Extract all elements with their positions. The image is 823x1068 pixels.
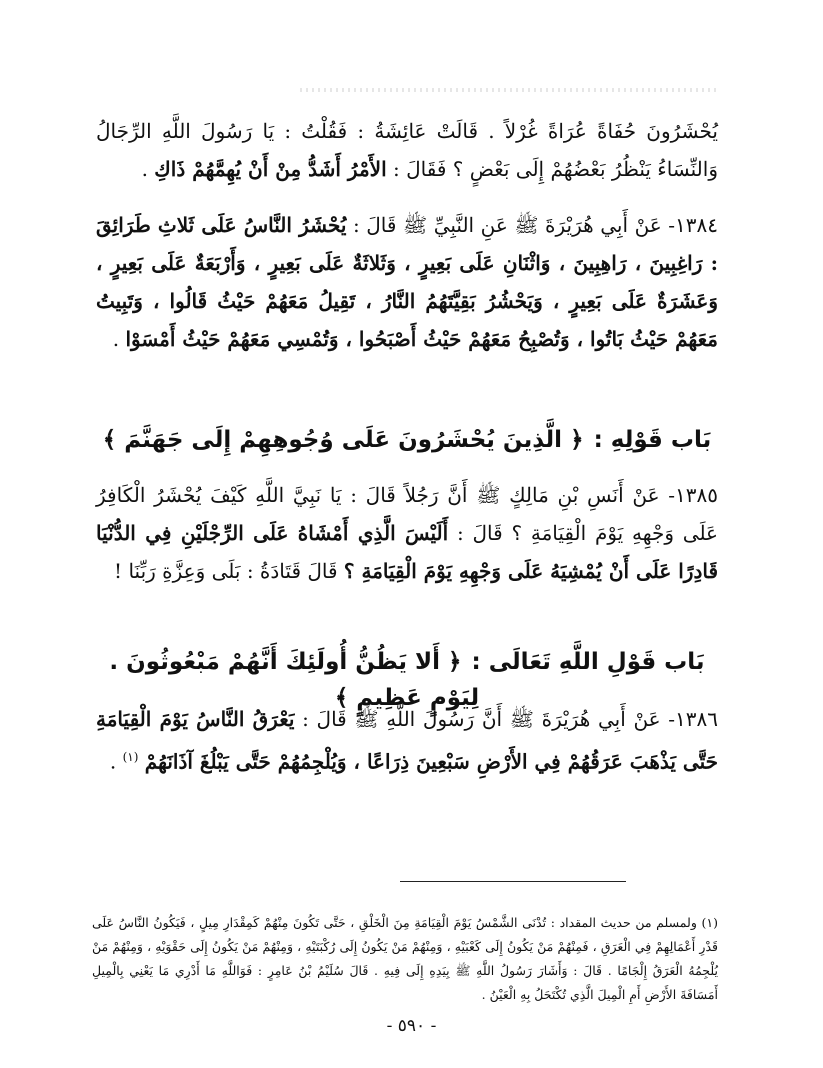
hadith-1385 <box>96 476 718 590</box>
footnote-divider <box>400 881 626 882</box>
hadith-text: يَعْرَقُ النَّاسُ يَوْمَ الْقِيَامَةِ حَتَّى يَذْهَبَ عَرَقُهُمْ فِي الأَرْضِ سَبْعِينَ ذِرَاعًا ، وَيُلْجِمُهُمْ حَتَّى يَبْلُغَ آذَانَهُمْ <box>96 707 718 774</box>
chapter-heading-verse: ﴿ الَّذِينَ يُحْشَرُونَ عَلَى وُجُوهِهِمْ إِلَى جَهَنَّمَ ﴾ <box>102 427 584 453</box>
hadith-comment: قَالَ قَتَادَةُ : بَلَى وَعِزَّةِ رَبِّنَا ! <box>114 559 338 583</box>
paragraph-text: يُحْشَرُونَ حُفَاةً عُرَاةً غُرْلاً . قَالَتْ عَائِشَةُ : فَقُلْتُ : يَا رَسُولَ اللَّهِ الرِّجَالُ وَالنِّسَاءُ يَنْظُرُ بَعْضُهُمْ إِلَى بَعْضٍ ؟ فَقَالَ : <box>96 119 718 181</box>
hadith-number: ١٣٨٦ <box>675 707 719 731</box>
chapter-heading-lead: بَاب قَوْلِ اللَّهِ تَعَالَى : <box>471 649 705 675</box>
chapter-heading-lead: بَاب قَوْلِهِ : <box>593 427 712 453</box>
hadith-text: أَلَيْسَ الَّذِي أَمْشَاهُ عَلَى الرِّجْلَيْنِ فِي الدُّنْيَا قَادِرًا عَلَى أَنْ يُمْشِيَهُ عَلَى وَجْهِهِ يَوْمَ الْقِيَامَةِ ؟ <box>96 521 718 583</box>
hadith-1386 <box>96 700 718 781</box>
paragraph-end: . <box>109 749 123 774</box>
chapter-heading-verse: ﴿ أَلا يَظُنُّ أُولَئِكَ أَنَّهُمْ مَبْعُوثُونَ . لِيَوْمٍ عَظِيمٍ ﴾ <box>109 649 480 711</box>
hadith-number: ١٣٨٤ <box>675 213 718 237</box>
hadith-1384 <box>96 206 718 358</box>
scan-artifact <box>300 88 720 92</box>
paragraph-continuation <box>96 112 718 188</box>
footnote-marker: (١) <box>122 750 139 764</box>
hadith-number: ١٣٨٥ <box>675 483 718 507</box>
page-number: - ٥٩٠ - <box>386 1016 437 1036</box>
paragraph-end: . <box>112 327 126 351</box>
chapter-heading <box>96 422 718 458</box>
hadith-chain: - عَنْ أَبِي هُرَيْرَةَ ﷺ أَنَّ رَسُولَ اللَّهِ ﷺ قَالَ : <box>302 707 676 731</box>
hadith-text: يُحْشَرُ النَّاسُ عَلَى ثَلاثِ طَرَائِقَ : رَاغِبِينَ ، رَاهِبِينَ ، وَاثْنَانِ عَلَى بَعِيرٍ ، وَثَلاثَةٌ عَلَى بَعِيرٍ ، وَأَرْبَعَةٌ عَلَى بَعِيرٍ ، وَعَشَرَةٌ عَلَى بَعِيرٍ ، وَيَحْشُرُ بَقِيَّتَهُمُ النَّارُ ، تَقِيلُ مَعَهُمْ حَيْثُ قَالُوا ، وَتَبِيتُ مَعَهُمْ حَيْثُ بَاتُوا ، وَتُصْبِحُ مَعَهُمْ حَيْثُ أَصْبَحُوا ، وَتُمْسِي مَعَهُمْ حَيْثُ أَمْسَوْا <box>96 213 718 351</box>
footnote: (١) ولمسلم من حديث المقداد : تُدْنَى الشَّمْسُ يَوْمَ الْقِيَامَةِ مِنَ الْخَلْقِ ، حَتَّى تَكُونَ مِنْهُمْ كَمِقْدَارِ مِيلٍ ، فَيَكُونُ النَّاسُ عَلَى قَدْرِ أَعْمَالِهِمْ فِي الْعَرَقِ ، فَمِنْهُمْ مَنْ يَكُونُ إِلَى كَعْبَيْهِ ، وَمِنْهُمْ مَنْ يَكُونُ إِلَى رُكْبَتَيْهِ ، وَمِنْهُمْ مَنْ يَكُونُ إِلَى حَقْوَيْهِ ، وَمِنْهُمْ مَنْ يُلْجِمُهُ الْعَرَقُ إِلْجَامًا . قَالَ : وَأَشَارَ رَسُولُ اللَّهِ ﷺ بِيَدِهِ إِلَى فِيهِ . قَالَ سُلَيْمُ بْنُ عَامِرٍ : فَوَاللَّهِ مَا أَدْرِي مَا يَعْنِي بِالْمِيلِ أَمَسَافَةَ الأَرْضِ أَمِ الْمِيلَ الَّذِي تُكْتَحَلُ بِهِ الْعَيْنُ . <box>92 914 718 1002</box>
hadith-chain: - عَنْ أَبِي هُرَيْرَةَ ﷺ عَنِ النَّبِيِّ ﷺ قَالَ : <box>353 213 676 237</box>
hadith-chain: - عَنْ أَنَسِ بْنِ مَالِكٍ ﷺ أَنَّ رَجُلاً قَالَ : يَا نَبِيَّ اللَّهِ كَيْفَ يُحْشَرُ الْكَافِرُ عَلَى وَجْهِهِ يَوْمَ الْقِيَامَةِ ؟ قَالَ : <box>96 483 718 545</box>
prophet-quote: الأَمْرُ أَشَدُّ مِنْ أَنْ يُهِمَّهُمْ ذَاكِ <box>154 157 387 181</box>
paragraph-end: . <box>141 157 155 181</box>
